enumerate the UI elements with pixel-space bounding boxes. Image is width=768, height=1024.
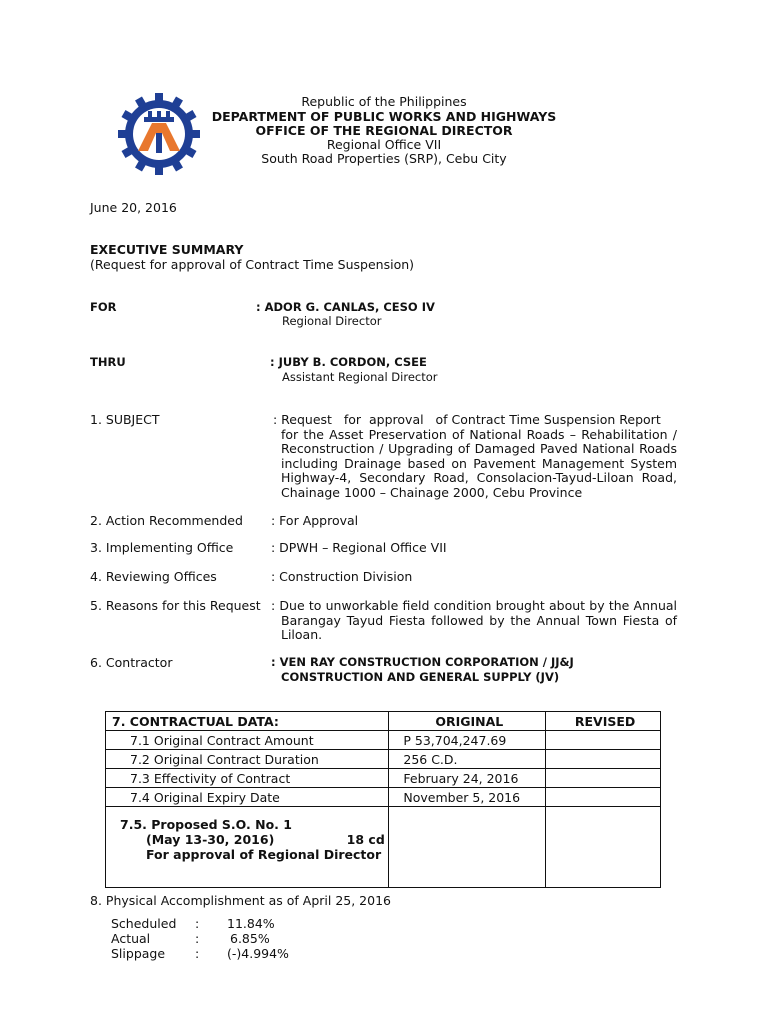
summary-subtitle: (Request for approval of Contract Time Suspension) [90,257,415,272]
actual-value: 6.85% [230,931,270,946]
proposed-days: 18 cd [346,832,385,847]
for-label: FOR [90,300,117,314]
row-original: February 24, 2016 [389,769,546,788]
scheduled-value: 11.84% [227,916,275,931]
proposed-line1: 7.5. Proposed S.O. No. 1 [120,817,292,832]
table-header-revised: REVISED [546,712,661,731]
slippage-label: Slippage [111,946,166,961]
header-republic: Republic of the Philippines [301,94,467,109]
reasons-line: : Due to unworkable field condition brought about by the Annual [271,598,677,613]
subject-line: including Drainage based on Pavement Management System [281,456,677,471]
row-original: 256 C.D. [389,750,546,769]
reasons-line: Liloan. [281,627,323,642]
office-label: 3. Implementing Office [90,540,234,555]
thru-name: : JUBY B. CORDON, CSEE [270,355,427,369]
row-revised [546,788,661,807]
row-label: 7.3 Effectivity of Contract [106,769,389,788]
proposed-line3: For approval of Regional Director [146,847,382,862]
contractor-line1: : VEN RAY CONSTRUCTION CORPORATION / JJ&J [271,655,574,669]
contractor-label: 6. Contractor [90,655,173,670]
reviewing-label: 4. Reviewing Offices [90,569,217,584]
row-revised [546,807,661,888]
slippage-value: (-)4.994% [227,946,289,961]
office-value: : DPWH – Regional Office VII [271,540,447,555]
table-row [106,731,661,750]
subject-label: 1. SUBJECT [90,412,160,427]
header-department: DEPARTMENT OF PUBLIC WORKS AND HIGHWAYS [211,109,557,124]
row-label: 7.4 Original Expiry Date [106,788,389,807]
row-original: November 5, 2016 [389,788,546,807]
reviewing-value: : Construction Division [271,569,413,584]
reasons-label: 5. Reasons for this Request [90,598,261,613]
table-row [106,769,661,788]
subject-line: for the Asset Preservation of National Roads – Rehabilitation / [281,427,677,442]
summary-title: EXECUTIVE SUMMARY [90,242,244,257]
actual-sep: : [195,931,200,946]
document-date: June 20, 2016 [90,200,177,215]
table-header-contractual: 7. CONTRACTUAL DATA: [106,712,389,731]
table-row-proposed [106,807,661,888]
actual-label: Actual [111,931,151,946]
proposed-dates: (May 13-30, 2016) [146,832,275,847]
action-label: 2. Action Recommended [90,513,243,528]
proposed-line2 [120,832,388,847]
row-revised [546,769,661,788]
header-address: South Road Properties (SRP), Cebu City [261,151,507,166]
scheduled-sep: : [195,916,200,931]
physical-title: 8. Physical Accomplishment as of April 25, 2016 [90,893,391,908]
table-row [106,788,661,807]
slippage-sep: : [195,946,200,961]
action-value: : For Approval [271,513,359,528]
row-revised [546,750,661,769]
row-label: 7.2 Original Contract Duration [106,750,389,769]
row-original: P 53,704,247.69 [389,731,546,750]
contractor-line2: CONSTRUCTION AND GENERAL SUPPLY (JV) [281,670,560,684]
reasons-line: Barangay Tayud Fiesta followed by the Annual Town Fiesta of [281,613,677,628]
thru-position: Assistant Regional Director [282,370,438,384]
row-label: 7.1 Original Contract Amount [106,731,389,750]
subject-line: Reconstruction / Upgrading of Damaged Paved National Roads [281,441,677,456]
table-row [106,750,661,769]
subject-line: Highway-4, Secondary Road, Consolacion-Tayud-Liloan Road, [281,470,677,485]
row-original [389,807,546,888]
for-name: : ADOR G. CANLAS, CESO IV [256,300,435,314]
header-office: OFFICE OF THE REGIONAL DIRECTOR [255,123,513,138]
contractual-data-table [105,711,661,888]
subject-line: : Request for approval of Contract Time Suspension Report [273,412,661,427]
table-header-original: ORIGINAL [389,712,546,731]
for-position: Regional Director [282,314,382,328]
thru-label: THRU [90,355,126,369]
subject-line: Chainage 1000 – Chainage 2000, Cebu Province [281,485,583,500]
scheduled-label: Scheduled [111,916,177,931]
header-regional-office: Regional Office VII [326,137,442,152]
row-revised [546,731,661,750]
